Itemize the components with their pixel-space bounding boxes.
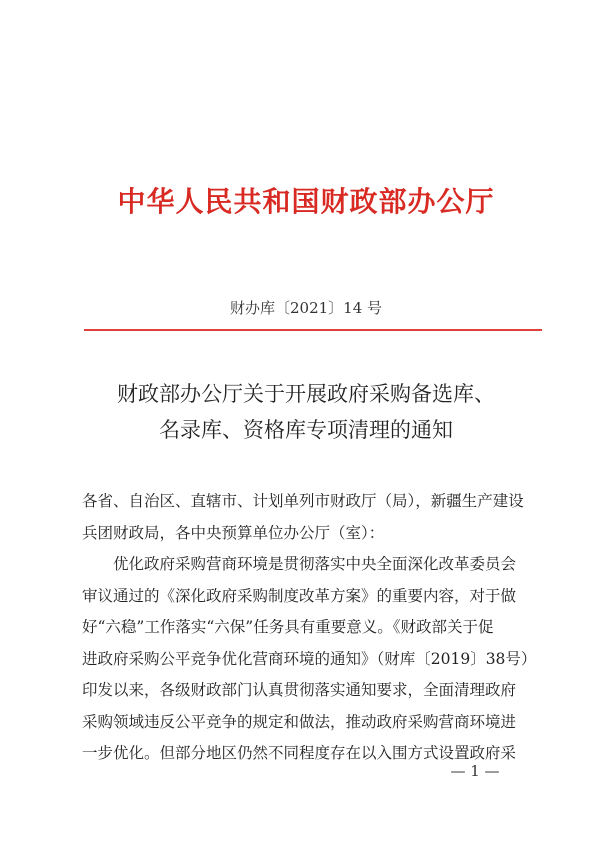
addressee-line-2: 兵团财政局，各中央预算单位办公厅（室）： — [82, 523, 385, 542]
body-paragraph — [82, 549, 548, 770]
document-title — [0, 376, 612, 448]
paragraph-line-2: 审议通过的《深化政府采购制度改革方案》的重要内容，对于做 — [82, 586, 517, 605]
document-number: 财办库〔2021〕14 号 — [229, 299, 383, 317]
paragraph-line-6: 采购领域违反公平竞争的规定和做法，推动政府采购营商环境进 — [82, 712, 517, 731]
title-line-2: 名录库、资格库专项清理的通知 — [159, 418, 453, 442]
paragraph-line-7: 一步优化。但部分地区仍然不同程度存在以入围方式设置政府采 — [82, 744, 517, 762]
paragraph-line-4: 进政府采购公平竞争优化营商环境的通知》（财库〔2019〕38号） — [82, 649, 537, 668]
addressee-line-1: 各省、自治区、直辖市、计划单列市财政厅（局），新疆生产建设 — [82, 492, 524, 510]
paragraph-line-1: 优化政府采购营商环境是贯彻落实中央全面深化改革委员会 — [113, 555, 517, 573]
paragraph-line-5: 印发以来，各级财政部门认真贯彻落实通知要求，全面清理政府 — [82, 681, 517, 699]
page-number: — 1 — — [450, 762, 500, 780]
masthead: 中华人民共和国财政部办公厅 — [117, 185, 495, 218]
addressee — [82, 486, 548, 549]
document-body — [82, 486, 548, 770]
paragraph-line-3: 好“六稳”工作落实“六保”任务具有重要意义。《财政部关于促 — [82, 618, 494, 636]
title-line-1: 财政部办公厅关于开展政府采购备选库、 — [117, 382, 495, 406]
red-divider-line — [84, 329, 542, 331]
